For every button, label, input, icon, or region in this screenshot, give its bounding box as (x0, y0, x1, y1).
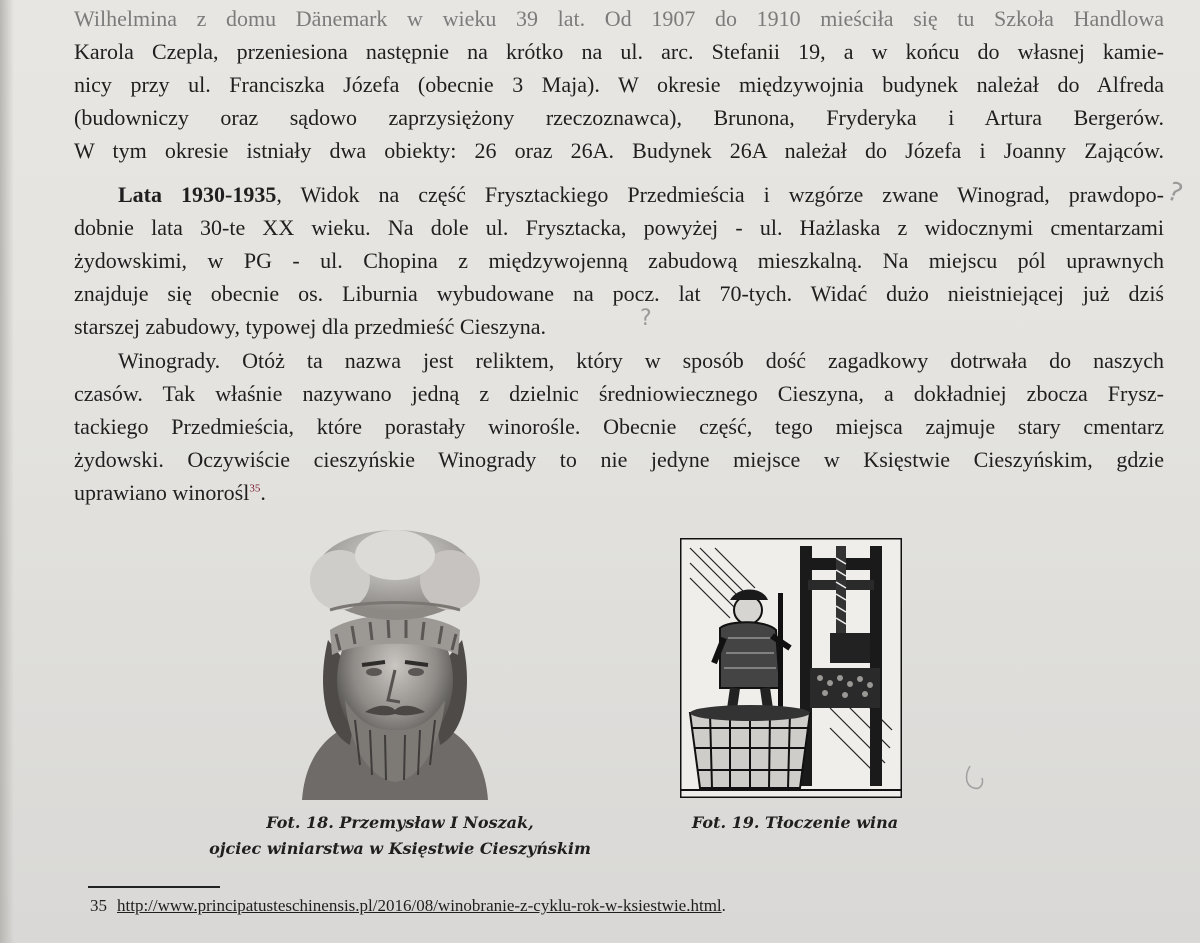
pencil-scribble (960, 760, 1000, 800)
pencil-mark: ? (1163, 176, 1187, 210)
text-line: znajduje się obecnie os. Liburnia wybudowane na pocz. lat 70-tych. Widać dużo nieistniejącej już dziś (74, 281, 1164, 306)
paragraph-lead: Lata 1930-1935 (118, 182, 277, 207)
text-line: dobnie lata 30-te XX wieku. Na dole ul. Frysztacka, powyżej - ul. Hażlaska z widocznymi cmentarzami (74, 215, 1164, 240)
text-line: W tym okresie istniały dwa obiekty: 26 oraz 26A. Budynek 26A należał do Józefa i Joanny Zająców. (74, 138, 1164, 163)
footnote-link[interactable]: http://www.principatusteschinensis.pl/2016/08/winobranie-z-cyklu-rok-w-ksiestwie.html (117, 896, 722, 915)
footnote-ref[interactable]: 35 (249, 482, 261, 495)
text-line (74, 476, 1164, 509)
text-span: , Widok na część Frysztackiego Przedmieścia i wzgórze zwane Winograd, prawdopo- (276, 182, 1165, 207)
figure-19-caption (640, 810, 950, 836)
text-line: Wilhelmina z domu Dänemark w wieku 39 lat. Od 1907 do 1910 mieściła się tu Szkoła Handlowa (74, 6, 1164, 31)
caption-line: ojciec winiarstwa w Księstwie Cieszyńskim (209, 839, 591, 858)
paragraph-1 (74, 2, 1164, 167)
text-line: czasów. Tak właśnie nazywano jedną z dzielnic średniowiecznego Cieszyna, a dokładniej zbocza Frysz- (74, 381, 1164, 406)
footnote (90, 896, 726, 916)
bust-sculpture-image (300, 530, 490, 800)
pencil-mark: ? (640, 306, 652, 331)
paragraph-3 (74, 344, 1164, 509)
text-span: . (260, 480, 266, 505)
footnote-divider (88, 886, 220, 888)
woodcut-wine-press-image (680, 538, 902, 798)
figure-18-image (300, 530, 490, 804)
footnote-number: 35 (90, 896, 107, 915)
text-line: Winogrady. Otóż ta nazwa jest reliktem, który w sposób dość zagadkowy dotrwała do naszych (118, 348, 1164, 373)
text-line: Karola Czepla, przeniesiona następnie na krótko na ul. arc. Stefanii 19, a w końcu do własnej kamie- (74, 39, 1164, 64)
figure-19-image (680, 538, 902, 802)
text-line: (budowniczy oraz sądowo zaprzysiężony rzeczoznawca), Brunona, Fryderyka i Artura Bergerów. (74, 105, 1164, 130)
footnote-punct: . (721, 896, 726, 915)
paragraph-2 (74, 178, 1164, 343)
text-line: nicy przy ul. Franciszka Józefa (obecnie 3 Maja). W okresie międzywojnia budynek należał do Alfreda (74, 72, 1164, 97)
text-line: żydowskimi, w PG - ul. Chopina z międzywojenną zabudową mieszkalną. Na miejscu pól uprawnych (74, 248, 1164, 273)
text-line: żydowski. Oczywiście cieszyńskie Winogrady to nie jedyne miejsce w Księstwie Cieszyńskim, gdzie (74, 447, 1164, 472)
text-line: starszej zabudowy, typowej dla przedmieść Cieszyna. (74, 314, 547, 339)
text-line: tackiego Przedmieścia, które porastały winorośle. Obecnie część, tego miejsca zajmuje stary cmentarz (74, 414, 1164, 439)
caption-line: Fot. 19. Tłoczenie wina (691, 813, 899, 832)
text-line (74, 178, 1164, 211)
text-span: uprawiano winorośl (74, 480, 250, 505)
figure-18-caption (190, 810, 610, 862)
page-shadow (0, 0, 14, 943)
caption-line: Fot. 18. Przemysław I Noszak, (266, 813, 534, 832)
